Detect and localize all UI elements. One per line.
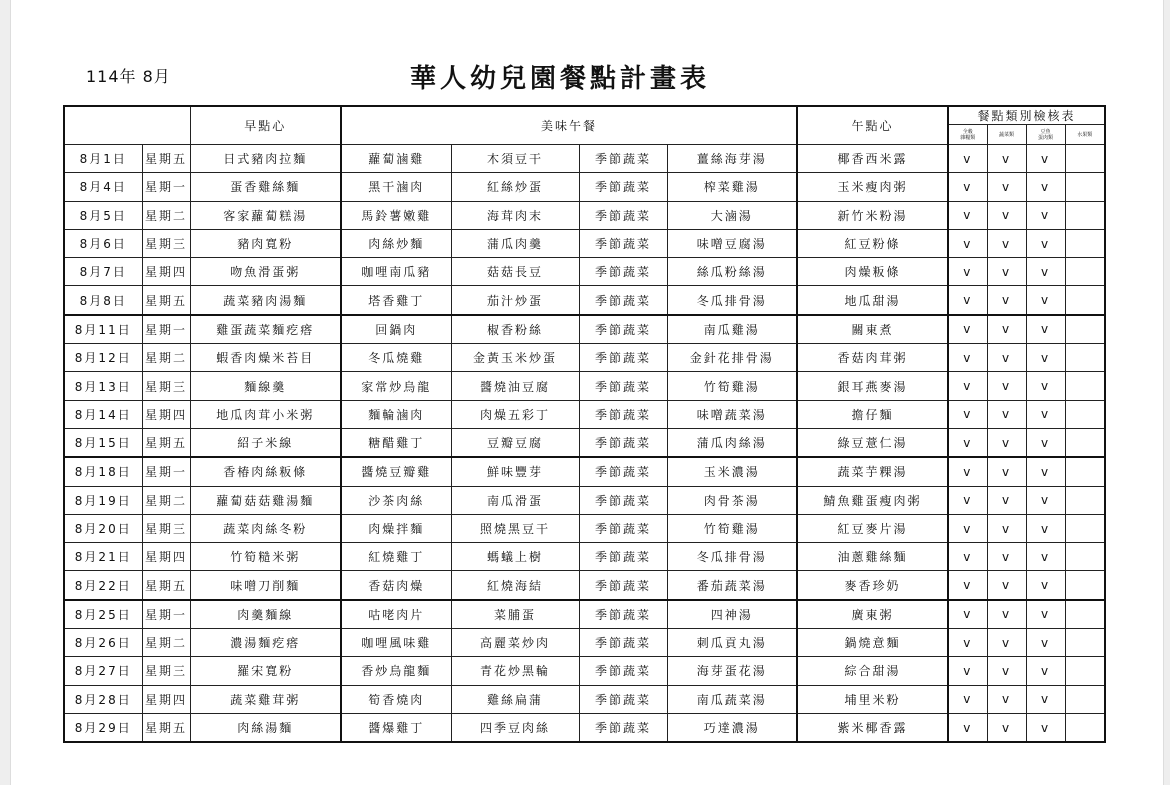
soup-cell: 絲瓜粉絲湯 xyxy=(667,258,797,286)
afternoon-snack-cell: 綜合甜湯 xyxy=(797,657,948,685)
side-dish-cell: 四季豆肉絲 xyxy=(451,713,579,742)
breakfast-cell: 羅宋寬粉 xyxy=(190,657,341,685)
check-protein-cell: v xyxy=(1026,286,1065,315)
afternoon-snack-cell: 綠豆薏仁湯 xyxy=(797,428,948,457)
main-dish-cell: 家常炒烏龍 xyxy=(341,372,451,400)
breakfast-cell: 客家蘿蔔糕湯 xyxy=(190,201,341,229)
check-protein-cell: v xyxy=(1026,685,1065,713)
date-header xyxy=(64,106,190,145)
check-protein-cell: v xyxy=(1026,486,1065,514)
check-fruit-cell xyxy=(1065,543,1105,571)
date-cell: 8月14日 xyxy=(64,400,142,428)
main-dish-cell: 塔香雞丁 xyxy=(341,286,451,315)
table-row xyxy=(64,315,1105,344)
main-dish-cell: 咕咾肉片 xyxy=(341,600,451,629)
date-cell: 8月4日 xyxy=(64,173,142,201)
check-grains-cell: v xyxy=(948,713,987,742)
side-dish-cell: 雞絲扁蒲 xyxy=(451,685,579,713)
weekday-cell: 星期二 xyxy=(142,344,190,372)
breakfast-cell: 香椿肉絲粄條 xyxy=(190,457,341,486)
weekday-cell: 星期四 xyxy=(142,400,190,428)
check-vegetables-cell: v xyxy=(987,173,1026,201)
check-fruit-cell xyxy=(1065,372,1105,400)
vegetable-cell: 季節蔬菜 xyxy=(579,457,667,486)
weekday-cell: 星期一 xyxy=(142,600,190,629)
check-protein-cell: v xyxy=(1026,229,1065,257)
check-grains-cell: v xyxy=(948,486,987,514)
afternoon-snack-cell: 擔仔麵 xyxy=(797,400,948,428)
breakfast-cell: 蔬菜肉絲冬粉 xyxy=(190,514,341,542)
check-fruit-cell xyxy=(1065,258,1105,286)
table-row xyxy=(64,344,1105,372)
check-fruit-cell xyxy=(1065,428,1105,457)
main-dish-cell: 糖醋雞丁 xyxy=(341,428,451,457)
weekday-cell: 星期三 xyxy=(142,514,190,542)
table-row xyxy=(64,571,1105,600)
afternoon-snack-cell: 關東煮 xyxy=(797,315,948,344)
check-fruit-cell xyxy=(1065,657,1105,685)
soup-cell: 竹筍雞湯 xyxy=(667,514,797,542)
check-protein-cell: v xyxy=(1026,344,1065,372)
date-cell: 8月15日 xyxy=(64,428,142,457)
afternoon-snack-cell: 玉米瘦肉粥 xyxy=(797,173,948,201)
weekday-cell: 星期四 xyxy=(142,258,190,286)
check-grains-cell: v xyxy=(948,173,987,201)
check-protein-cell: v xyxy=(1026,258,1065,286)
soup-cell: 薑絲海芽湯 xyxy=(667,145,797,173)
breakfast-cell: 雞蛋蔬菜麵疙瘩 xyxy=(190,315,341,344)
vegetable-cell: 季節蔬菜 xyxy=(579,286,667,315)
check-protein-cell: v xyxy=(1026,713,1065,742)
soup-cell: 南瓜蔬菜湯 xyxy=(667,685,797,713)
vegetable-cell: 季節蔬菜 xyxy=(579,201,667,229)
side-dish-cell: 鮮味豐芽 xyxy=(451,457,579,486)
check-vegetables-cell: v xyxy=(987,629,1026,657)
afternoon-snack-cell: 油蔥雞絲麵 xyxy=(797,543,948,571)
main-dish-cell: 冬瓜燒雞 xyxy=(341,344,451,372)
check-grains-cell: v xyxy=(948,201,987,229)
header-row xyxy=(64,106,1105,125)
side-dish-cell: 肉燥五彩丁 xyxy=(451,400,579,428)
vegetable-cell: 季節蔬菜 xyxy=(579,344,667,372)
check-protein-cell: v xyxy=(1026,400,1065,428)
check-protein-cell: v xyxy=(1026,315,1065,344)
check-vegetables-cell: v xyxy=(987,229,1026,257)
date-cell: 8月22日 xyxy=(64,571,142,600)
main-dish-cell: 肉絲炒麵 xyxy=(341,229,451,257)
main-dish-cell: 肉燥拌麵 xyxy=(341,514,451,542)
check-fruit-cell xyxy=(1065,600,1105,629)
vegetable-cell: 季節蔬菜 xyxy=(579,486,667,514)
check-vegetables-cell: v xyxy=(987,201,1026,229)
table-row xyxy=(64,258,1105,286)
check-grains-header: 全穀 雜糧類 xyxy=(948,125,987,145)
breakfast-cell: 蝦香肉燥米苔目 xyxy=(190,344,341,372)
check-vegetables-cell: v xyxy=(987,344,1026,372)
check-grains-cell: v xyxy=(948,629,987,657)
check-vegetables-cell: v xyxy=(987,571,1026,600)
check-fruit-cell xyxy=(1065,685,1105,713)
table-row xyxy=(64,372,1105,400)
soup-cell: 榨菜雞湯 xyxy=(667,173,797,201)
page-left-edge xyxy=(0,0,11,785)
check-protein-cell: v xyxy=(1026,201,1065,229)
date-cell: 8月20日 xyxy=(64,514,142,542)
check-protein-cell: v xyxy=(1026,173,1065,201)
check-protein-cell: v xyxy=(1026,629,1065,657)
table-row xyxy=(64,657,1105,685)
check-grains-cell: v xyxy=(948,258,987,286)
afternoon-snack-cell: 紫米椰香露 xyxy=(797,713,948,742)
main-dish-cell: 麵輪滷肉 xyxy=(341,400,451,428)
vegetable-cell: 季節蔬菜 xyxy=(579,315,667,344)
side-dish-cell: 蒲瓜肉羹 xyxy=(451,229,579,257)
main-dish-cell: 黑干滷肉 xyxy=(341,173,451,201)
check-group-header: 餐點類別檢核表 xyxy=(948,106,1105,125)
breakfast-cell: 蔬菜雞茸粥 xyxy=(190,685,341,713)
table-row xyxy=(64,457,1105,486)
soup-cell: 蒲瓜肉絲湯 xyxy=(667,428,797,457)
breakfast-cell: 地瓜肉茸小米粥 xyxy=(190,400,341,428)
weekday-cell: 星期五 xyxy=(142,145,190,173)
main-dish-cell: 咖哩風味雞 xyxy=(341,629,451,657)
breakfast-cell: 濃湯麵疙瘩 xyxy=(190,629,341,657)
check-protein-cell: v xyxy=(1026,657,1065,685)
weekday-cell: 星期一 xyxy=(142,315,190,344)
soup-cell: 玉米濃湯 xyxy=(667,457,797,486)
date-cell: 8月18日 xyxy=(64,457,142,486)
breakfast-cell: 吻魚滑蛋粥 xyxy=(190,258,341,286)
side-dish-cell: 椒香粉絲 xyxy=(451,315,579,344)
breakfast-cell: 蔬菜豬肉湯麵 xyxy=(190,286,341,315)
table-row xyxy=(64,201,1105,229)
main-dish-cell: 咖哩南瓜豬 xyxy=(341,258,451,286)
afternoon-snack-cell: 銀耳燕麥湯 xyxy=(797,372,948,400)
check-fruit-cell xyxy=(1065,145,1105,173)
soup-cell: 四神湯 xyxy=(667,600,797,629)
date-cell: 8月1日 xyxy=(64,145,142,173)
date-cell: 8月25日 xyxy=(64,600,142,629)
table-row xyxy=(64,514,1105,542)
main-dish-cell: 回鍋肉 xyxy=(341,315,451,344)
weekday-cell: 星期二 xyxy=(142,629,190,657)
table-row xyxy=(64,428,1105,457)
check-grains-cell: v xyxy=(948,543,987,571)
check-grains-cell: v xyxy=(948,145,987,173)
side-dish-cell: 金黃玉米炒蛋 xyxy=(451,344,579,372)
weekday-cell: 星期四 xyxy=(142,543,190,571)
afternoon-snack-cell: 埔里米粉 xyxy=(797,685,948,713)
check-protein-header: 豆魚 蛋肉類 xyxy=(1026,125,1065,145)
date-cell: 8月21日 xyxy=(64,543,142,571)
weekday-cell: 星期一 xyxy=(142,173,190,201)
afternoon-snack-cell: 肉燥粄條 xyxy=(797,258,948,286)
breakfast-cell: 紹子米線 xyxy=(190,428,341,457)
check-vegetables-cell: v xyxy=(987,600,1026,629)
side-dish-cell: 高麗菜炒肉 xyxy=(451,629,579,657)
table-row xyxy=(64,629,1105,657)
soup-cell: 海芽蛋花湯 xyxy=(667,657,797,685)
breakfast-cell: 日式豬肉拉麵 xyxy=(190,145,341,173)
vegetable-cell: 季節蔬菜 xyxy=(579,657,667,685)
weekday-cell: 星期五 xyxy=(142,428,190,457)
side-dish-cell: 南瓜滑蛋 xyxy=(451,486,579,514)
weekday-cell: 星期一 xyxy=(142,457,190,486)
side-dish-cell: 紅燒海結 xyxy=(451,571,579,600)
vegetable-cell: 季節蔬菜 xyxy=(579,428,667,457)
soup-cell: 冬瓜排骨湯 xyxy=(667,543,797,571)
date-cell: 8月13日 xyxy=(64,372,142,400)
date-cell: 8月8日 xyxy=(64,286,142,315)
side-dish-cell: 茄汁炒蛋 xyxy=(451,286,579,315)
soup-cell: 竹筍雞湯 xyxy=(667,372,797,400)
vegetable-cell: 季節蔬菜 xyxy=(579,400,667,428)
side-dish-cell: 豆瓣豆腐 xyxy=(451,428,579,457)
check-grains-cell: v xyxy=(948,344,987,372)
breakfast-cell: 肉絲湯麵 xyxy=(190,713,341,742)
main-dish-cell: 香菇肉燥 xyxy=(341,571,451,600)
weekday-cell: 星期三 xyxy=(142,372,190,400)
side-dish-cell: 木須豆干 xyxy=(451,145,579,173)
breakfast-cell: 肉羹麵線 xyxy=(190,600,341,629)
check-vegetables-cell: v xyxy=(987,514,1026,542)
vegetable-cell: 季節蔬菜 xyxy=(579,600,667,629)
table-row xyxy=(64,713,1105,742)
date-cell: 8月28日 xyxy=(64,685,142,713)
side-dish-cell: 菇菇長豆 xyxy=(451,258,579,286)
soup-cell: 肉骨茶湯 xyxy=(667,486,797,514)
side-dish-cell: 螞蟻上樹 xyxy=(451,543,579,571)
vegetable-cell: 季節蔬菜 xyxy=(579,629,667,657)
check-fruit-cell xyxy=(1065,286,1105,315)
lunch-header: 美味午餐 xyxy=(341,106,797,145)
breakfast-header: 早點心 xyxy=(190,106,341,145)
check-grains-cell: v xyxy=(948,600,987,629)
check-vegetables-cell: v xyxy=(987,685,1026,713)
breakfast-cell: 蛋香雞絲麵 xyxy=(190,173,341,201)
vegetable-cell: 季節蔬菜 xyxy=(579,173,667,201)
main-dish-cell: 蘿蔔滷雞 xyxy=(341,145,451,173)
afternoon-snack-cell: 新竹米粉湯 xyxy=(797,201,948,229)
meal-plan-body xyxy=(64,145,1105,743)
date-cell: 8月11日 xyxy=(64,315,142,344)
check-grains-cell: v xyxy=(948,514,987,542)
side-dish-cell: 海茸肉末 xyxy=(451,201,579,229)
weekday-cell: 星期三 xyxy=(142,657,190,685)
check-vegetables-cell: v xyxy=(987,713,1026,742)
main-dish-cell: 醬燒豆瓣雞 xyxy=(341,457,451,486)
main-dish-cell: 馬鈴薯嫩雞 xyxy=(341,201,451,229)
month-label: 114年 8月 xyxy=(86,67,171,86)
vegetable-cell: 季節蔬菜 xyxy=(579,372,667,400)
table-row xyxy=(64,229,1105,257)
breakfast-cell: 竹筍糙米粥 xyxy=(190,543,341,571)
check-fruit-cell xyxy=(1065,713,1105,742)
afternoon-snack-cell: 香菇肉茸粥 xyxy=(797,344,948,372)
check-protein-cell: v xyxy=(1026,372,1065,400)
table-row xyxy=(64,400,1105,428)
check-protein-cell: v xyxy=(1026,514,1065,542)
table-row xyxy=(64,145,1105,173)
meal-plan-table xyxy=(63,105,1106,743)
check-vegetables-cell: v xyxy=(987,486,1026,514)
check-protein-cell: v xyxy=(1026,428,1065,457)
side-dish-cell: 紅絲炒蛋 xyxy=(451,173,579,201)
page-title: 華人幼兒園餐點計畫表 xyxy=(410,64,711,94)
vegetable-cell: 季節蔬菜 xyxy=(579,145,667,173)
check-protein-cell: v xyxy=(1026,145,1065,173)
check-vegetables-cell: v xyxy=(987,372,1026,400)
check-vegetables-cell: v xyxy=(987,286,1026,315)
side-dish-cell: 照燒黑豆干 xyxy=(451,514,579,542)
date-cell: 8月29日 xyxy=(64,713,142,742)
check-fruit-cell xyxy=(1065,344,1105,372)
weekday-cell: 星期三 xyxy=(142,229,190,257)
check-grains-cell: v xyxy=(948,229,987,257)
afternoon-snack-cell: 紅豆粉條 xyxy=(797,229,948,257)
side-dish-cell: 菜脯蛋 xyxy=(451,600,579,629)
breakfast-cell: 味噌刀削麵 xyxy=(190,571,341,600)
breakfast-cell: 麵線羹 xyxy=(190,372,341,400)
soup-cell: 大滷湯 xyxy=(667,201,797,229)
main-dish-cell: 紅燒雞丁 xyxy=(341,543,451,571)
table-row xyxy=(64,486,1105,514)
check-fruit-cell xyxy=(1065,514,1105,542)
weekday-cell: 星期二 xyxy=(142,201,190,229)
soup-cell: 南瓜雞湯 xyxy=(667,315,797,344)
check-grains-cell: v xyxy=(948,400,987,428)
check-vegetables-cell: v xyxy=(987,400,1026,428)
weekday-cell: 星期五 xyxy=(142,571,190,600)
breakfast-cell: 蘿蔔菇菇雞湯麵 xyxy=(190,486,341,514)
date-cell: 8月26日 xyxy=(64,629,142,657)
snack-header: 午點心 xyxy=(797,106,948,145)
table-row xyxy=(64,543,1105,571)
check-vegetables-cell: v xyxy=(987,457,1026,486)
check-vegetables-cell: v xyxy=(987,657,1026,685)
afternoon-snack-cell: 麥香珍奶 xyxy=(797,571,948,600)
vegetable-cell: 季節蔬菜 xyxy=(579,258,667,286)
date-cell: 8月5日 xyxy=(64,201,142,229)
check-fruit-header: 水果類 xyxy=(1065,125,1105,145)
soup-cell: 冬瓜排骨湯 xyxy=(667,286,797,315)
check-fruit-cell xyxy=(1065,229,1105,257)
afternoon-snack-cell: 椰香西米露 xyxy=(797,145,948,173)
side-dish-cell: 醬燒油豆腐 xyxy=(451,372,579,400)
check-protein-cell: v xyxy=(1026,543,1065,571)
date-cell: 8月27日 xyxy=(64,657,142,685)
soup-cell: 金針花排骨湯 xyxy=(667,344,797,372)
check-protein-cell: v xyxy=(1026,571,1065,600)
check-grains-cell: v xyxy=(948,286,987,315)
check-grains-cell: v xyxy=(948,457,987,486)
check-vegetables-cell: v xyxy=(987,543,1026,571)
check-fruit-cell xyxy=(1065,315,1105,344)
date-cell: 8月12日 xyxy=(64,344,142,372)
afternoon-snack-cell: 蔬菜芋粿湯 xyxy=(797,457,948,486)
vegetable-cell: 季節蔬菜 xyxy=(579,229,667,257)
main-dish-cell: 醬爆雞丁 xyxy=(341,713,451,742)
vegetable-cell: 季節蔬菜 xyxy=(579,685,667,713)
table-row xyxy=(64,173,1105,201)
table-row xyxy=(64,685,1105,713)
main-dish-cell: 香炒烏龍麵 xyxy=(341,657,451,685)
check-protein-cell: v xyxy=(1026,457,1065,486)
date-cell: 8月7日 xyxy=(64,258,142,286)
main-dish-cell: 沙茶肉絲 xyxy=(341,486,451,514)
weekday-cell: 星期五 xyxy=(142,713,190,742)
main-dish-cell: 筍香燒肉 xyxy=(341,685,451,713)
soup-cell: 番茄蔬菜湯 xyxy=(667,571,797,600)
check-fruit-cell xyxy=(1065,173,1105,201)
soup-cell: 味噌蔬菜湯 xyxy=(667,400,797,428)
weekday-cell: 星期四 xyxy=(142,685,190,713)
afternoon-snack-cell: 廣東粥 xyxy=(797,600,948,629)
afternoon-snack-cell: 鍋燒意麵 xyxy=(797,629,948,657)
afternoon-snack-cell: 紅豆麥片湯 xyxy=(797,514,948,542)
vegetable-cell: 季節蔬菜 xyxy=(579,514,667,542)
check-fruit-cell xyxy=(1065,457,1105,486)
vegetable-cell: 季節蔬菜 xyxy=(579,713,667,742)
check-vegetables-cell: v xyxy=(987,145,1026,173)
check-grains-cell: v xyxy=(948,428,987,457)
weekday-cell: 星期五 xyxy=(142,286,190,315)
check-grains-cell: v xyxy=(948,657,987,685)
table-row xyxy=(64,286,1105,315)
soup-cell: 刺瓜貢丸湯 xyxy=(667,629,797,657)
side-dish-cell: 青花炒黑輪 xyxy=(451,657,579,685)
afternoon-snack-cell: 地瓜甜湯 xyxy=(797,286,948,315)
date-cell: 8月19日 xyxy=(64,486,142,514)
check-fruit-cell xyxy=(1065,571,1105,600)
check-fruit-cell xyxy=(1065,201,1105,229)
check-fruit-cell xyxy=(1065,486,1105,514)
check-fruit-cell xyxy=(1065,400,1105,428)
breakfast-cell: 豬肉寬粉 xyxy=(190,229,341,257)
page-right-edge xyxy=(1163,0,1170,785)
check-protein-cell: v xyxy=(1026,600,1065,629)
check-grains-cell: v xyxy=(948,685,987,713)
weekday-cell: 星期二 xyxy=(142,486,190,514)
check-vegetables-cell: v xyxy=(987,315,1026,344)
soup-cell: 味噌豆腐湯 xyxy=(667,229,797,257)
afternoon-snack-cell: 鯖魚雞蛋瘦肉粥 xyxy=(797,486,948,514)
check-vegetables-cell: v xyxy=(987,258,1026,286)
date-cell: 8月6日 xyxy=(64,229,142,257)
check-grains-cell: v xyxy=(948,571,987,600)
vegetable-cell: 季節蔬菜 xyxy=(579,571,667,600)
vegetable-cell: 季節蔬菜 xyxy=(579,543,667,571)
soup-cell: 巧達濃湯 xyxy=(667,713,797,742)
check-grains-cell: v xyxy=(948,315,987,344)
check-vegetables-header: 蔬菜類 xyxy=(987,125,1026,145)
check-vegetables-cell: v xyxy=(987,428,1026,457)
check-grains-cell: v xyxy=(948,372,987,400)
table-row xyxy=(64,600,1105,629)
check-fruit-cell xyxy=(1065,629,1105,657)
